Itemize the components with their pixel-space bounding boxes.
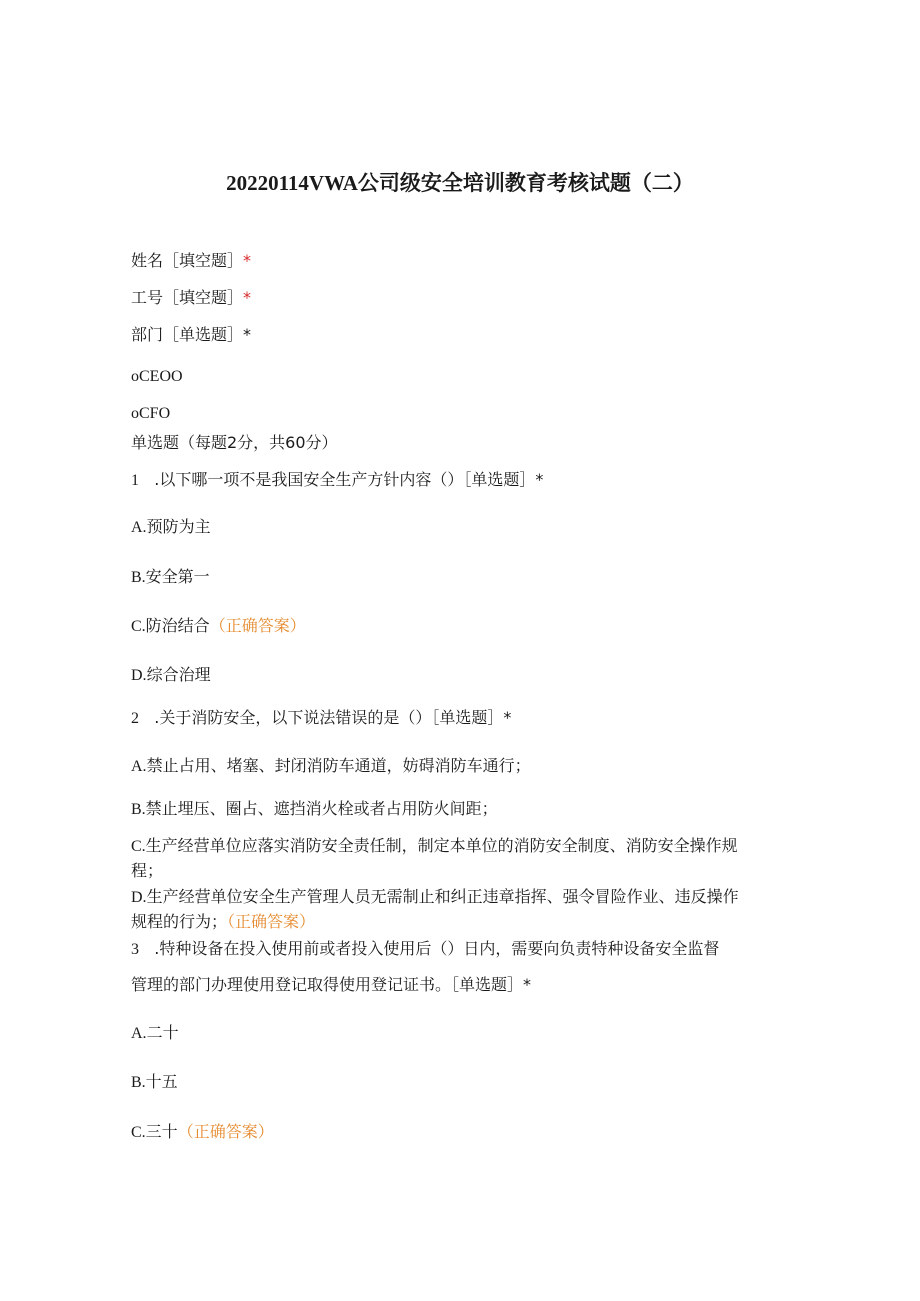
q1-option-a[interactable]: A.预防为主 (131, 517, 211, 536)
question-text: .关于消防安全，以下说法错误的是（）［单选题］* (154, 708, 512, 727)
question-text: .以下哪一项不是我国安全生产方针内容（）［单选题］* (154, 470, 544, 489)
q1-option-c[interactable]: C.防治结合（正确答案） (131, 616, 306, 635)
page-title (0, 168, 920, 198)
question-number: 3 (131, 941, 139, 958)
question-number: 1 (131, 472, 139, 489)
q1-option-d[interactable]: D.综合治理 (131, 665, 211, 684)
q2-option-d-cont: 规程的行为；（正确答案） (131, 912, 316, 931)
question-text: .特种设备在投入使用前或者投入使用后（）日内，需要向负责特种设备安全监督 (154, 939, 720, 958)
q3-option-c[interactable]: C.三十（正确答案） (131, 1122, 274, 1141)
dept-option-ceo[interactable]: oCEOO (131, 368, 183, 385)
question-number: 2 (131, 710, 139, 727)
q3-option-a[interactable]: A.二十 (131, 1023, 179, 1042)
q2-option-c-cont: 程； (131, 861, 164, 880)
question-3-cont: 管理的部门办理使用登记取得使用登记证书。［单选题］* (131, 975, 532, 994)
title-prefix: 20220114VWA (226, 171, 358, 195)
q1-option-b[interactable]: B.安全第一 (131, 567, 210, 586)
q3-option-b[interactable]: B.十五 (131, 1072, 178, 1091)
required-star: * (243, 251, 252, 270)
q2-option-b[interactable]: B.禁止埋压、圈占、遮挡消火栓或者占用防火间距； (131, 799, 498, 818)
employee-id-label: 工号［填空题］ (131, 288, 244, 307)
correct-answer-tag: （正确答案） (227, 912, 316, 931)
section-heading: 单选题（每题2分，共60分） (131, 433, 338, 452)
name-field-label: 姓名［填空题］ (131, 251, 244, 270)
q2-option-d[interactable]: D.生产经营单位安全生产管理人员无需制止和纠正违章指挥、强令冒险作业、违反操作 (131, 887, 739, 906)
employee-id-field[interactable] (131, 287, 251, 309)
question-1 (131, 469, 543, 492)
dept-option-cfo[interactable]: oCFO (131, 405, 171, 422)
title-text: 公司级安全培训教育考核试题（二） (357, 171, 694, 195)
department-label: 部门［单选题］* (131, 325, 252, 344)
q2-option-c[interactable]: C.生产经营单位应落实消防安全责任制，制定本单位的消防安全制度、消防安全操作规 (131, 836, 738, 855)
required-star: * (243, 288, 252, 307)
correct-answer-tag: （正确答案） (177, 1122, 274, 1141)
question-3 (131, 938, 719, 961)
name-field[interactable] (131, 250, 251, 272)
correct-answer-tag: （正确答案） (209, 616, 306, 635)
question-2 (131, 707, 511, 730)
q2-option-a[interactable]: A.禁止占用、堵塞、封闭消防车通道，妨碍消防车通行； (131, 756, 531, 775)
department-field (131, 324, 251, 346)
